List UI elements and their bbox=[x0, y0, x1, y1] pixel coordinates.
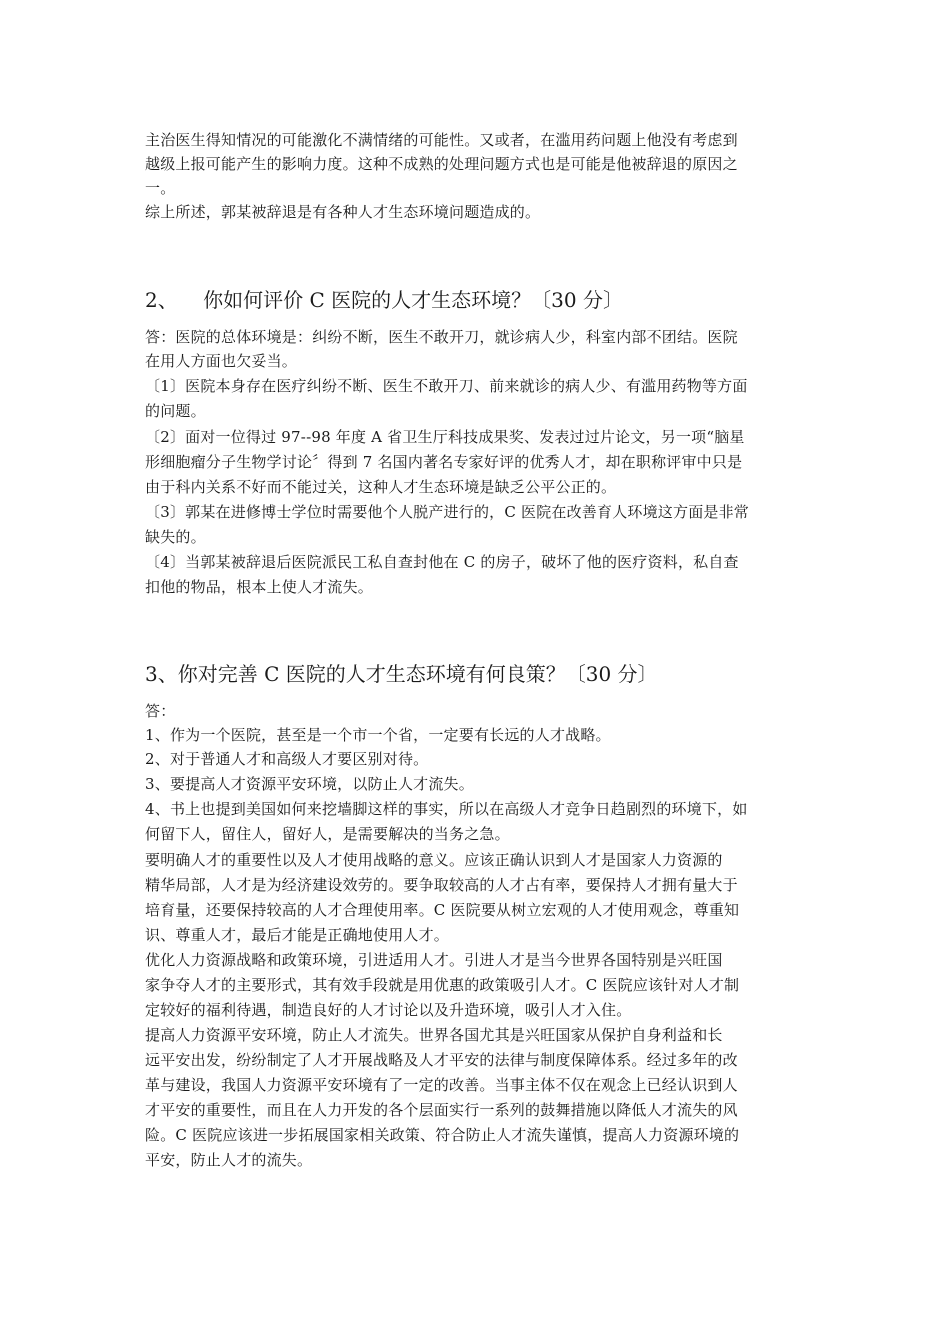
paragraph-line: 由于科内关系不好而不能过关，这种人才生态环境是缺乏公平公正的。 bbox=[145, 478, 617, 496]
paragraph-line: 1、作为一个医院，甚至是一个市一个省，一定要有长远的人才战略。 bbox=[145, 726, 611, 744]
paragraph-line: 革与建设，我国人力资源平安环境有了一定的改善。当事主体不仅在观念上已经认识到人 bbox=[145, 1076, 738, 1094]
paragraph-line: 平安，防止人才的流失。 bbox=[145, 1151, 313, 1169]
paragraph-line: 才平安的重要性，而且在人力开发的各个层面实行一系列的鼓舞措施以降低人才流失的风 bbox=[145, 1101, 738, 1119]
paragraph-line: 定较好的福利待遇，制造良好的人才讨论以及升造环境，吸引人才入住。 bbox=[145, 1001, 632, 1019]
paragraph-line: 越级上报可能产生的影响力度。这种不成熟的处理问题方式也是可能是他被辞退的原因之 bbox=[145, 155, 738, 173]
paragraph-line: 识、尊重人才，最后才能是正确地使用人才。 bbox=[145, 926, 450, 944]
paragraph-line: 险。C 医院应该进一步拓展国家相关政策、符合防止人才流失谨慎，提高人力资源环境的 bbox=[145, 1126, 740, 1144]
paragraph-line: 〔4〕当郭某被辞退后医院派民工私自查封他在 C 的房子，破坏了他的医疗资料，私自查 bbox=[145, 553, 739, 571]
paragraph-line: 提高人力资源平安环境，防止人才流失。世界各国尤其是兴旺国家从保护自身利益和长 bbox=[145, 1026, 723, 1044]
paragraph-line: 主治医生得知情况的可能激化不满情绪的可能性。又或者，在滥用药问题上他没有考虑到 bbox=[145, 131, 738, 149]
paragraph-line: 何留下人，留住人，留好人，是需要解决的当务之急。 bbox=[145, 825, 510, 843]
paragraph-line: 答：医院的总体环境是：纠纷不断，医生不敢开刀，就诊病人少，科室内部不团结。医院 bbox=[145, 328, 738, 346]
paragraph-line: 缺失的。 bbox=[145, 528, 206, 546]
paragraph-line: 要明确人才的重要性以及人才使用战略的意义。应该正确认识到人才是国家人力资源的 bbox=[145, 851, 723, 869]
paragraph-line: 培育量，还要保持较高的人才合理使用率。C 医院要从树立宏观的人才使用观念，尊重知 bbox=[145, 901, 740, 919]
paragraph-line: 形细胞瘤分子生物学讨论〞得到 7 名国内著名专家好评的优秀人才，却在职称评审中只是 bbox=[145, 453, 743, 471]
paragraph-line: 一。 bbox=[145, 179, 176, 197]
paragraph-line: 精华局部，人才是为经济建设效劳的。要争取较高的人才占有率，要保持人才拥有量大于 bbox=[145, 876, 738, 894]
paragraph-line: 4、书上也提到美国如何来挖墙脚这样的事实，所以在高级人才竞争日趋剧烈的环境下，如 bbox=[145, 800, 748, 818]
paragraph-line: 优化人力资源战略和政策环境，引进适用人才。引进人才是当今世界各国特别是兴旺国 bbox=[145, 951, 723, 969]
paragraph-line: 家争夺人才的主要形式，其有效手段就是用优惠的政策吸引人才。C 医院应该针对人才制 bbox=[145, 976, 740, 994]
paragraph-line: 2、对于普通人才和高级人才要区别对待。 bbox=[145, 750, 429, 768]
paragraph-line: 在用人方面也欠妥当。 bbox=[145, 352, 298, 370]
paragraph-line: 3、要提高人才资源平安环境，以防止人才流失。 bbox=[145, 775, 474, 793]
paragraph-line: 〔3〕郭某在进修博士学位时需要他个人脱产进行的，C 医院在改善育人环境这方面是非常 bbox=[145, 503, 749, 521]
paragraph-line: 答： bbox=[145, 702, 176, 720]
question-3-heading: 3、你对完善 C 医院的人才生态环境有何良策？〔30 分〕 bbox=[145, 662, 658, 686]
paragraph-line: 〔1〕医院本身存在医疗纠纷不断、医生不敢开刀、前来就诊的病人少、有滥用药物等方面 bbox=[145, 377, 748, 395]
paragraph-line: 综上所述，郭某被辞退是有各种人才生态环境问题造成的。 bbox=[145, 203, 541, 221]
paragraph-line: 的问题。 bbox=[145, 402, 206, 420]
paragraph-line: 扣他的物品，根本上使人才流失。 bbox=[145, 578, 374, 596]
paragraph-line: 远平安出发，纷纷制定了人才开展战略及人才平安的法律与制度保障体系。经过多年的改 bbox=[145, 1051, 738, 1069]
question-2-heading: 2、 你如何评价 C 医院的人才生态环境？〔30 分〕 bbox=[145, 288, 623, 312]
paragraph-line: 〔2〕面对一位得过 97--98 年度 A 省卫生厅科技成果奖、发表过过片论文，另一项“脑星 bbox=[145, 428, 745, 446]
